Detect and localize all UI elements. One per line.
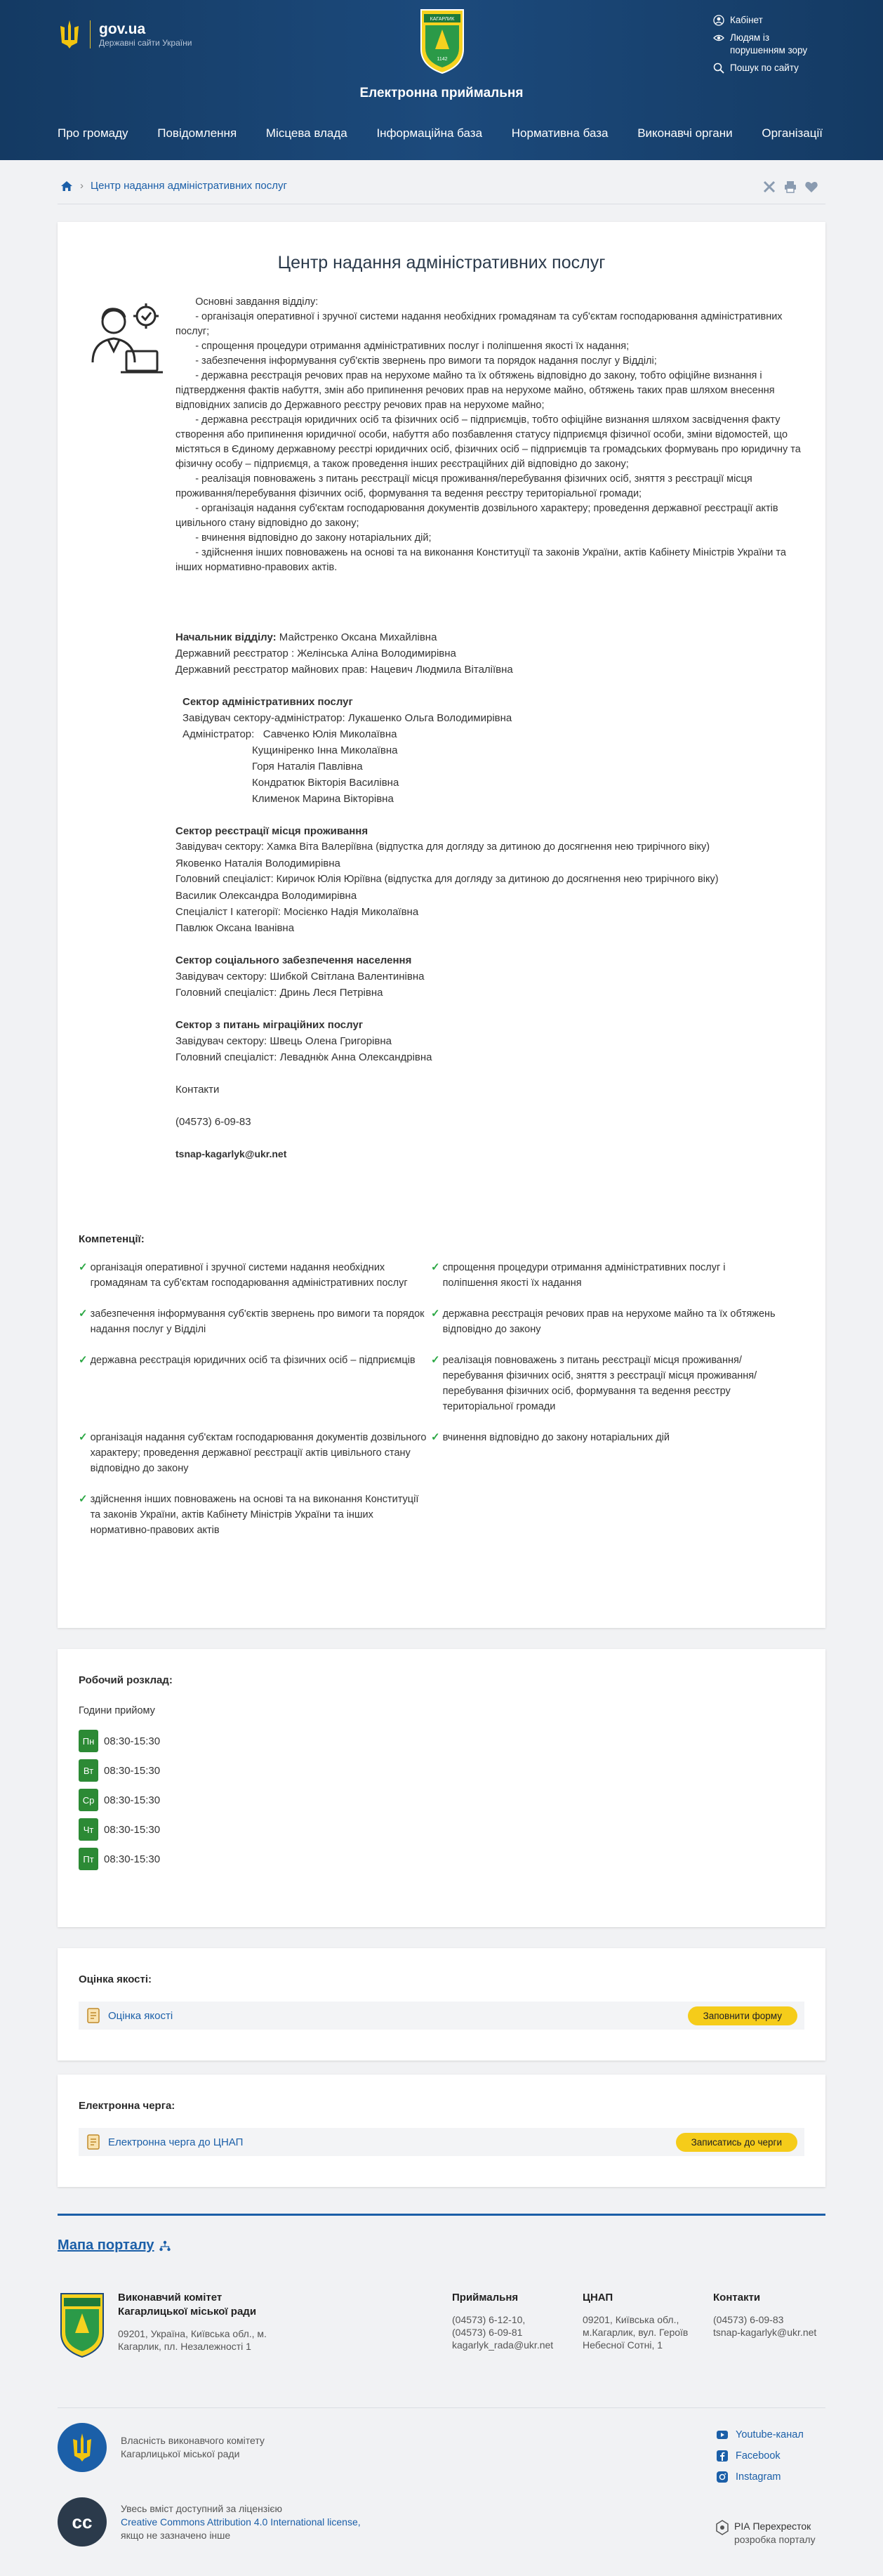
logo-year: 1142: [437, 57, 448, 62]
registrar: Державний реєстратор : Желінська Аліна Володимирівна: [175, 648, 456, 659]
govua-divider: [90, 20, 91, 48]
owner-line: Кагарлицької міської ради: [121, 2448, 240, 2459]
nav-item-news[interactable]: Повідомлення: [157, 126, 237, 140]
sector-residence-title: Сектор реєстрації місця проживання: [175, 825, 369, 837]
breadcrumb: [60, 180, 287, 192]
day-badge: Вт: [79, 1759, 98, 1782]
creative-commons-icon: cc: [58, 2497, 107, 2547]
competency-text: реалізація повноважень з питань реєстрації місця проживання/перебування фізичних осіб, зняття з реєстрації місця проживання/перебування фізичних осіб, формування та ведення реєстру територіальної громади: [442, 1355, 757, 1412]
registrar-property: Державний реєстратор майнових прав: Нацевич Людмила Віталіївна: [175, 664, 513, 676]
competency-item: [431, 1430, 781, 1476]
head-label: Начальник відділу:: [175, 631, 277, 643]
day-badge: Пн: [79, 1730, 98, 1752]
contact-phone: (04573) 6-09-83: [175, 1116, 251, 1128]
competency-text: спрощення процедури отримання адміністративних послуг і поліпшення якості їх надання: [442, 1262, 726, 1289]
head-name: Майстренко Оксана Михайлівна: [276, 631, 437, 643]
favorite-heart-icon[interactable]: [804, 180, 818, 194]
cnap-title: ЦНАП: [583, 2292, 613, 2304]
sitemap-icon: [159, 2240, 171, 2252]
competency-item: [79, 1260, 431, 1291]
search-icon: [713, 63, 724, 74]
migration-staff-row: Головний спеціаліст: Левадню́к Анна Олександрівна: [175, 1051, 432, 1063]
sector-admin-head: Завідувач сектору-адміністратор: Лукашенко Ольга Володимирівна: [182, 712, 512, 724]
footer-organization: [58, 2291, 324, 2358]
hours-label: Години прийому: [79, 1705, 155, 1716]
queue-row: [79, 2128, 804, 2156]
schedule-days: [79, 1726, 160, 1874]
residence-staff-row: Завідувач сектору: Хамка Віта Валеріївна (відпустка для догляду за дитиною до досягнення нею трирічного віку): [175, 841, 710, 853]
checkmark-icon: ✓: [431, 1354, 440, 1366]
cnap-line: 09201, Київська обл.,: [583, 2314, 679, 2325]
breadcrumb-separator: ›: [80, 180, 84, 192]
owner-line: Власність виконавчого комітету: [121, 2435, 265, 2446]
checkmark-icon: ✓: [431, 1308, 440, 1320]
reception-email[interactable]: kagarlyk_rada@ukr.net: [452, 2339, 554, 2351]
footer-contacts: [713, 2291, 816, 2339]
govua-link[interactable]: [58, 18, 192, 51]
nav-item-organizations[interactable]: Організації: [762, 126, 823, 140]
site-header: [0, 0, 883, 160]
vision-label-2: порушенням зору: [730, 45, 808, 55]
search-label: Пошук по сайту: [730, 63, 799, 73]
competency-text: вчинення відповідно до закону нотаріальних дій: [442, 1432, 670, 1443]
license-link[interactable]: Creative Commons Attribution 4.0 International license,: [121, 2516, 361, 2528]
book-queue-button[interactable]: Записатись до черги: [676, 2133, 797, 2152]
competency-text: організація оперативної і зручної системи надання необхідних громадянам та суб'єктам господарювання адміністративних послуг: [90, 1262, 408, 1289]
breadcrumb-current[interactable]: Центр надання адміністративних послуг: [91, 180, 287, 192]
competency-text: забезпечення інформування суб'єктів звернень про вимоги та порядок надання послуг у Відділі: [90, 1308, 425, 1335]
reception-line: (04573) 6-12-10,: [452, 2314, 526, 2325]
day-time: 08:30-15:30: [104, 1853, 161, 1865]
footer-separator: [58, 2214, 825, 2216]
competency-item: [431, 1260, 781, 1291]
main-navigation: [58, 126, 823, 140]
social-staff-row: Головний спеціаліст: Дринь Леся Петрівна: [175, 987, 383, 999]
checkmark-icon: ✓: [79, 1354, 88, 1366]
quality-link[interactable]: Оцінка якості: [108, 2009, 173, 2022]
checkmark-icon: ✓: [79, 1308, 88, 1320]
residence-staff-row: Спеціаліст І категорії: Мосієнко Надія Миколаївна: [175, 906, 419, 918]
youtube-label: Youtube-канал: [736, 2429, 804, 2440]
day-time: 08:30-15:30: [104, 1823, 161, 1836]
social-links: [716, 2424, 804, 2488]
footer-org-name: Виконавчий комітет Кагарлицької міської ради: [118, 2292, 257, 2318]
vision-impaired-link[interactable]: [713, 32, 807, 57]
footer-reception: [452, 2291, 553, 2351]
schedule-row: [79, 1756, 160, 1785]
day-badge: Пт: [79, 1848, 98, 1870]
schedule-row: [79, 1726, 160, 1756]
residence-staff-row: Василик Олександра Володимирівна: [175, 890, 357, 902]
residence-staff-row: Головний спеціаліст: Киричок Юлія Юріївна (відпустка для догляду за дитиною до досягнення нею трирічного віку): [175, 874, 719, 885]
footer-owner: [58, 2423, 265, 2472]
footer-contacts-title: Контакти: [713, 2292, 761, 2304]
competency-text: організація надання суб'єктам господарювання документів дозвільного характеру; проведення державної реєстрації актів цивільного стану відповідно до закону: [90, 1432, 427, 1474]
cabinet-link[interactable]: [713, 14, 807, 27]
competency-text: здійснення інших повноважень на основі та на виконання Конституції та законів України, актів Кабінету Міністрів України та інших нормативно-правових актів: [90, 1494, 419, 1536]
footer-org-address: 09201, Україна, Київська обл., м. Кагарлик, пл. Незалежності 1: [118, 2328, 267, 2352]
document-icon: [86, 2007, 101, 2024]
page-tools: [762, 180, 818, 194]
schedule-title: Робочий розклад:: [79, 1674, 173, 1686]
checkmark-icon: ✓: [431, 1431, 440, 1443]
license-line: Увесь вміст доступний за ліцензією: [121, 2502, 282, 2514]
quality-card: [58, 1948, 825, 2061]
administrator-row: Клименок Марина Вікторівна: [252, 793, 394, 805]
developer-name: РІА Перехресток: [734, 2521, 811, 2532]
facebook-link[interactable]: [716, 2445, 804, 2466]
reception-line: (04573) 6-09-81: [452, 2327, 523, 2338]
quality-title: Оцінка якості:: [79, 1973, 152, 1985]
administrator-row: Адміністратор: Савченко Юлія Миколаївна: [182, 728, 397, 740]
schedule-row: [79, 1785, 160, 1815]
logo-text: КАГАРЛИК: [430, 17, 455, 22]
nav-item-local-government[interactable]: Місцева влада: [265, 126, 347, 140]
competency-item: [79, 1430, 431, 1476]
document-icon: [86, 2134, 101, 2150]
migration-staff-row: Завідувач сектору: Швець Олена Григорівна: [175, 1035, 392, 1047]
sitemap-link[interactable]: [58, 2237, 171, 2254]
eye-icon: [713, 32, 724, 44]
competency-item: [431, 1306, 781, 1337]
administrator-row: Горя Наталія Павлівна: [252, 761, 363, 773]
print-icon[interactable]: [783, 180, 797, 194]
competency-text: державна реєстрація юридичних осіб та фізичних осіб – підприємців: [90, 1355, 416, 1366]
administrator-row: Кущиніренко Інна Миколаївна: [252, 744, 398, 756]
sector-social-title: Сектор соціального забезпечення населення: [175, 954, 412, 966]
reception-title: Приймальня: [452, 2292, 519, 2304]
footer-cnap: [583, 2291, 688, 2351]
day-badge: Чт: [79, 1818, 98, 1841]
day-time: 08:30-15:30: [104, 1794, 161, 1806]
cabinet-label: Кабінет: [730, 15, 763, 25]
checkmark-icon: ✓: [79, 1431, 88, 1443]
competency-item: [79, 1353, 431, 1414]
tools-icon[interactable]: [762, 180, 776, 194]
search-link[interactable]: [713, 62, 807, 74]
cnap-line: м.Кагарлик, вул. Героїв: [583, 2327, 689, 2338]
competency-item: [431, 1353, 781, 1414]
home-icon[interactable]: [60, 180, 73, 192]
checkmark-icon: ✓: [431, 1261, 440, 1273]
developer-logo-icon: [716, 2520, 729, 2535]
competency-item: [79, 1492, 431, 1538]
day-time: 08:30-15:30: [104, 1735, 161, 1747]
contact-email[interactable]: tsnap-kagarlyk@ukr.net: [175, 1148, 287, 1159]
schedule-row: [79, 1815, 160, 1844]
facebook-icon: [716, 2450, 729, 2462]
nav-item-info-base[interactable]: Інформаційна база: [376, 126, 483, 140]
queue-title: Електронна черга:: [79, 2100, 175, 2112]
quality-row: [79, 2002, 804, 2030]
instagram-label: Instagram: [736, 2471, 781, 2483]
fill-form-button[interactable]: Заповнити форму: [688, 2006, 797, 2025]
vision-label-1: Людям із: [730, 32, 770, 43]
nav-item-about[interactable]: Про громаду: [58, 126, 128, 140]
sector-migration-title: Сектор з питань міграційних послуг: [175, 1019, 364, 1031]
youtube-icon: [716, 2429, 729, 2441]
footer-contact-phone: (04573) 6-09-83: [713, 2314, 784, 2325]
day-badge: Ср: [79, 1789, 98, 1811]
trident-emblem-icon: [58, 2423, 107, 2472]
schedule-row: [79, 1844, 160, 1874]
checkmark-icon: ✓: [79, 1493, 88, 1505]
govua-subtitle: Державні сайти України: [99, 38, 192, 48]
facebook-label: Facebook: [736, 2450, 781, 2462]
youtube-link[interactable]: [716, 2424, 804, 2445]
administrator-at-laptop-icon: [79, 295, 170, 389]
sector-admin-title: Сектор адміністративних послуг: [182, 696, 353, 708]
social-staff-row: Завідувач сектору: Шибкой Світлана Валентинівна: [175, 971, 425, 983]
city-coat-of-arms[interactable]: [418, 7, 466, 74]
contacts-label: Контакти: [175, 1084, 220, 1096]
footer-divider: [58, 2407, 825, 2408]
queue-link[interactable]: Електронна черга до ЦНАП: [108, 2136, 244, 2148]
main-content-card: [58, 222, 825, 1628]
footer-contact-email[interactable]: tsnap-kagarlyk@ukr.net: [713, 2327, 817, 2338]
competency-item: [79, 1306, 431, 1337]
page-title: Центр надання адміністративних послуг: [277, 253, 606, 272]
city-coat-of-arms-small: [58, 2291, 107, 2358]
header-utilities: [713, 14, 807, 79]
site-title: Електронна приймальня: [359, 86, 524, 100]
day-time: 08:30-15:30: [104, 1764, 161, 1777]
sitemap-label: Мапа порталу: [58, 2237, 154, 2253]
nav-item-regulatory-base[interactable]: Нормативна база: [511, 126, 609, 140]
checkmark-icon: ✓: [79, 1261, 88, 1273]
competency-text: державна реєстрація речових прав на нерухоме майно та їх обтяжень відповідно до закону: [442, 1308, 776, 1335]
trident-icon: [58, 18, 81, 51]
residence-staff-row: Павлюк Оксана Іванівна: [175, 922, 295, 934]
instagram-link[interactable]: [716, 2466, 804, 2488]
license-line: якщо не зазначено інше: [121, 2529, 231, 2541]
staff-list: [175, 629, 807, 1162]
administrator-row: Кондратюк Вікторія Василівна: [252, 777, 399, 789]
competencies-list: [79, 1260, 781, 1538]
user-icon: [713, 15, 724, 26]
instagram-icon: [716, 2471, 729, 2483]
nav-item-executive-bodies[interactable]: Виконавчі органи: [637, 126, 733, 140]
schedule-card: [58, 1649, 825, 1927]
developer-credit[interactable]: [716, 2520, 816, 2547]
footer-license: [58, 2497, 361, 2547]
competencies-title: Компетенції:: [79, 1233, 145, 1245]
residence-staff-row: Яковенко Наталія Володимирівна: [175, 857, 340, 869]
queue-card: [58, 2075, 825, 2187]
department-description: Основні завдання відділу: - організація оперативної і зручної системи надання необхідних громадянам та суб'єктам господарювання адміністративних послуг; - спрощення процедури отримання адміністративних послуг і поліпшення якості їх надання; - забезпечення інформування суб'єктів звернень про вимоги та порядок надання послуг у Відділі; - державна реєстрація речових прав на нерухоме майно та їх обтяжень відповідно до закону, тобто офіційне визнання і підтвердження фактів набуття, змін або припинення речових прав на нерухоме майно, обтяжень таких прав шляхом внесення відповідних записів до Державного реєстру речових прав на нерухоме майно; - державна реєстрація юридичних осіб та фізичних осіб – підприємців, тобто офіційне визнання шляхом засвідчення факту створення або припинення юридичної особи, набуття або позбавлення статусу підприємця фізичної особи, зміни відомостей, що містяться в Єдиному державному реєстрі юридичних осіб, фізичних осіб – підприємців та громадських формувань про юридичну та фізичну особу – підприємця, а також проведення інших реєстраційних дій відповідно до закону; - реалізація повноважень з питань реєстрації місця проживання/перебування фізичних осіб, зняття з реєстрації місця проживання/перебування фізичних осіб, формування та ведення реєстру територіальної громади; - організація надання суб'єктам господарювання документів дозвільного характеру; проведення державної реєстрації актів цивільного стану відповідно до закону; - вчинення відповідно до закону нотаріальних дій; - здійснення інших повноважень на основі та на виконання Конституції та законів України, актів Кабінету Міністрів України та інших нормативно-правових актів.: [175, 296, 801, 573]
govua-name: gov.ua: [99, 21, 146, 37]
cnap-line: Небесної Сотні, 1: [583, 2339, 663, 2351]
developer-role: розробка порталу: [734, 2534, 816, 2545]
